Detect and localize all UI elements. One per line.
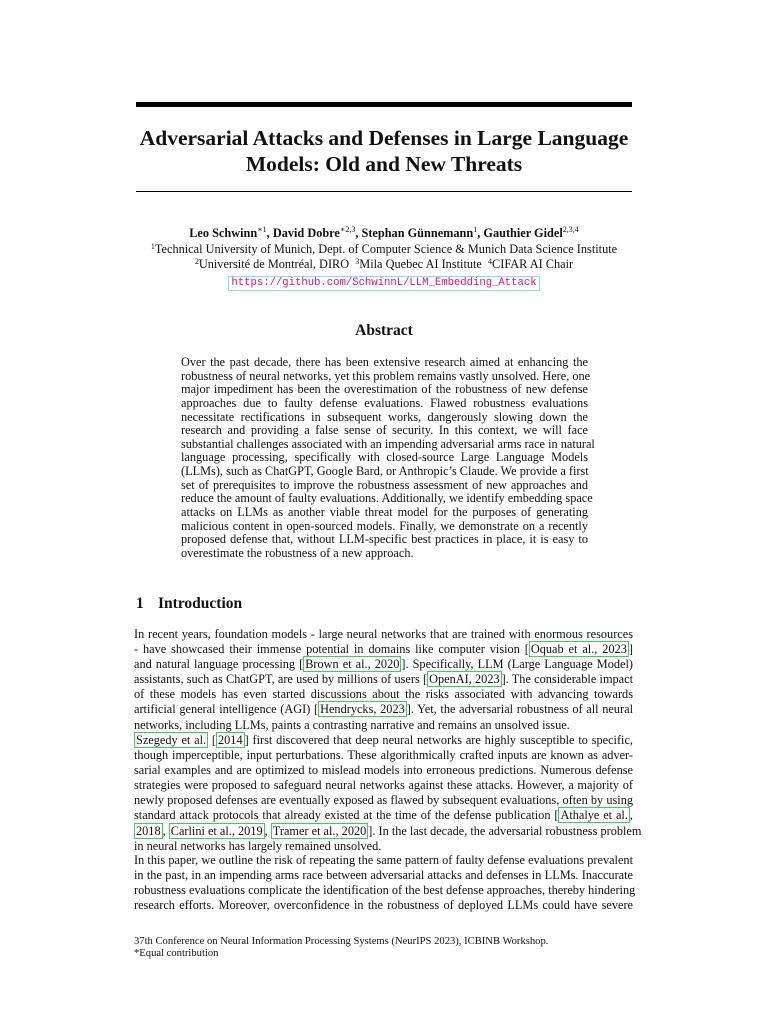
affiliation-line-1 — [136, 242, 632, 257]
abstract-line: set of prerequisites to improve the robustness assessment of new approaches and — [181, 477, 588, 492]
abstract-line: reduce the amount of faulty evaluations. Additionally, we identify embedding space — [181, 491, 593, 506]
text-run: and natural language processing [ — [134, 657, 304, 672]
text-run: ]. Yet, the adversarial robustness of all neural — [406, 702, 633, 717]
citation-link[interactable] — [303, 656, 401, 672]
abstract-line: malicious content in open-sourced models. Finally, we demonstrate on a recently — [181, 518, 588, 533]
paragraph-line: in neural networks has largely remained unsolved. — [134, 838, 382, 853]
affiliation-text: Université de Montréal, DIRO — [198, 257, 350, 271]
affil-marker: 2 — [194, 257, 199, 266]
text-run: ] first discovered that deep neural networks are highly susceptible to specific, — [244, 733, 633, 747]
author-list: Leo Schwinn$^{∗1}$, David Dobre$^{∗2,3}$, Stephan Günnemann$^1$, Gauthier Gidel$^{2,3,4}$ — [189, 225, 579, 240]
citation-year: 2023 — [380, 702, 405, 717]
abstract-line: necessitate rectifications in subsequent works, dangerously slowing down the — [181, 409, 588, 424]
repo-link-row — [136, 272, 632, 291]
author-affil-marker: ∗1 — [257, 225, 267, 234]
text-run: , — [264, 823, 271, 838]
text-run: , — [162, 823, 169, 838]
citation-link[interactable] — [169, 823, 265, 839]
section-title: Introduction — [158, 595, 243, 612]
abstract-line: (LLMs), such as ChatGPT, Google Bard, or Anthropic’s Claude. We provide a first — [181, 464, 589, 479]
title-bottom-rule — [136, 191, 632, 192]
affiliation-text: Technical University of Munich, Dept. of Computer Science & Munich Data Science Institute — [154, 242, 618, 256]
affiliation-text: CIFAR AI Chair — [492, 257, 574, 271]
author-affil-marker: 1 — [473, 225, 478, 234]
citation-author: Hendrycks — [320, 702, 374, 717]
citation-link[interactable] — [529, 641, 629, 657]
citation-link[interactable]: Szegedy et al. — [136, 733, 207, 747]
section-heading-introduction — [136, 595, 242, 613]
affiliation-line-2 — [136, 257, 632, 272]
paragraph-line — [134, 823, 642, 839]
affiliation-text: Mila Quebec AI Institute — [359, 257, 482, 271]
abstract-body — [181, 355, 595, 561]
abstract-heading: Abstract — [355, 322, 413, 339]
paper-title — [136, 125, 632, 177]
paragraph-line — [134, 702, 633, 717]
paragraph-line — [134, 808, 633, 823]
text-run: assistants, such as ChatGPT, are used by millions of users [ — [134, 672, 428, 687]
paragraph-line — [134, 642, 633, 657]
abstract-line: Over the past decade, there has been extensive research aimed at enhancing the — [181, 355, 588, 369]
paragraph-2 — [134, 733, 642, 854]
abstract-line: substantial challenges associated with an impending adversarial arms race in natural — [181, 436, 595, 451]
paragraph-line: newly proposed defenses are eventually exposed as flawed by subsequent evaluations, often by using — [134, 793, 633, 808]
footnote-equal-contribution: *Equal contribution — [134, 948, 219, 959]
paragraph-line — [134, 733, 633, 748]
abstract-line: robustness of neural networks, yet this problem remains vastly unsolved. Here, one — [181, 368, 591, 383]
author-affil-marker: 2,3,4 — [562, 225, 579, 234]
text-run: , — [629, 808, 633, 823]
abstract-line: research and providing a false sense of security. In this context, we will face — [181, 423, 588, 438]
citation-author: Tramer et al. — [272, 823, 336, 838]
text-run: , — [367, 657, 375, 672]
abstract-line: overestimate the robustness of a new approach. — [181, 545, 414, 560]
text-run: ]. In the last decade, the adversarial robustness problem — [368, 823, 642, 838]
abstract-line: attacks on LLMs as another viable threat model for the purposes of generating — [181, 505, 588, 520]
text-run: , — [594, 642, 603, 657]
citation-link[interactable] — [318, 701, 407, 717]
affil-marker: 4 — [488, 257, 493, 266]
text-run: , — [468, 672, 476, 687]
abstract-line: approaches due to faulty defense evaluations. Flawed robustness evaluations — [181, 395, 588, 410]
paragraph-line: In this paper, we outline the risk of repeating the same pattern of faulty defense evaluations prevalent — [134, 853, 633, 867]
citation-link[interactable] — [271, 823, 368, 839]
paragraph-line: strategies were proposed to safeguard neural networks against these attacks. However, a majority of — [134, 778, 633, 793]
text-run: - have showcased their immense potential in domains like computer vision [ — [134, 642, 529, 657]
citation-year: 2019 — [238, 823, 263, 838]
paragraph-line: networks, including LLMs, paints a contrasting narrative and remains an unsolved issue. — [134, 717, 570, 732]
citation-link[interactable]: 2018 — [136, 823, 161, 838]
repo-link[interactable]: https://github.com/SchwinnL/LLM_Embedding_Attack — [228, 276, 539, 291]
text-run: ]. Specifically, LLM (Large Language Model) — [401, 657, 633, 672]
abstract-line: proposed defense that, without LLM-specific best practices in place, it is easy to — [181, 532, 588, 547]
author-name: Leo Schwinn — [189, 226, 258, 240]
author-name: David Dobre — [272, 226, 340, 240]
section-number: 1 — [136, 595, 144, 612]
text-run: [ — [208, 733, 216, 747]
title-line-1: Adversarial Attacks and Defenses in Large Language — [139, 126, 629, 150]
author-name: Gauthier Gidel — [483, 226, 563, 240]
paragraph-line — [134, 657, 633, 672]
text-run: ]. The considerable impact — [501, 672, 633, 687]
title-top-rule — [136, 102, 632, 107]
citation-link[interactable]: Athalye et al. — [560, 808, 628, 823]
citation-year: 2020 — [374, 657, 400, 672]
abstract-line: major impediment has been the overestimation of the robustness of new defense — [181, 382, 588, 397]
paragraph-line: In recent years, foundation models - large neural networks that are trained with enormous resources — [134, 627, 633, 641]
affil-marker: 3 — [355, 257, 360, 266]
paragraph-line: of these models has even started discussions about the risks associated with advancing towards — [134, 687, 633, 702]
paragraph-line — [134, 672, 633, 687]
abstract-line: language processing, specifically with closed-source Large Language Models — [181, 450, 588, 465]
citation-year: 2023 — [475, 672, 500, 687]
author-affil-marker: ∗2,3 — [339, 225, 356, 234]
affil-marker: 1 — [150, 242, 155, 251]
citation-author: Carlini et al. — [170, 823, 232, 838]
paragraph-line: though imperceptible, input perturbations. These algorithmically crafted inputs are known as adver- — [134, 748, 633, 763]
text-run: ] — [628, 642, 633, 657]
citation-author: Oquab et al. — [530, 642, 595, 657]
citation-link[interactable]: 2014 — [218, 733, 243, 747]
citation-year: 2020 — [341, 823, 367, 838]
paragraph-line: robustness evaluations complicate the identification of the best defense approaches, thereby hindering — [134, 883, 636, 898]
citation-link[interactable] — [427, 671, 502, 687]
text-run: artificial general intelligence (AGI) [ — [134, 702, 319, 717]
paragraph-line: research efforts. Moreover, overconfidence in the robustness of deployed LLMs could have severe — [134, 898, 633, 913]
title-line-2: Models: Old and New Threats — [245, 152, 523, 176]
citation-year: 2023 — [602, 642, 627, 657]
paragraph-line: in the past, in an impending arms race between adversarial attacks and defenses in LLMs. Inaccurate — [134, 868, 633, 883]
citation-author: Brown et al. — [305, 657, 368, 672]
text-run: , — [373, 702, 381, 717]
text-run: , — [231, 823, 239, 838]
author-name: Stephan Günnemann — [361, 226, 474, 240]
paragraph-3 — [134, 853, 636, 913]
citation-author: OpenAI — [429, 672, 469, 687]
text-run: , — [335, 823, 342, 838]
text-run: standard attack protocols that already existed at the time of the defense publication [ — [134, 808, 559, 823]
paragraph-1 — [134, 627, 633, 733]
footnote-conference: 37th Conference on Neural Information Processing Systems (NeurIPS 2023), ICBINB Workshop. — [134, 936, 549, 947]
paragraph-line: sarial examples and are optimized to mislead models into erroneous predictions. Numerous defense — [134, 763, 633, 778]
